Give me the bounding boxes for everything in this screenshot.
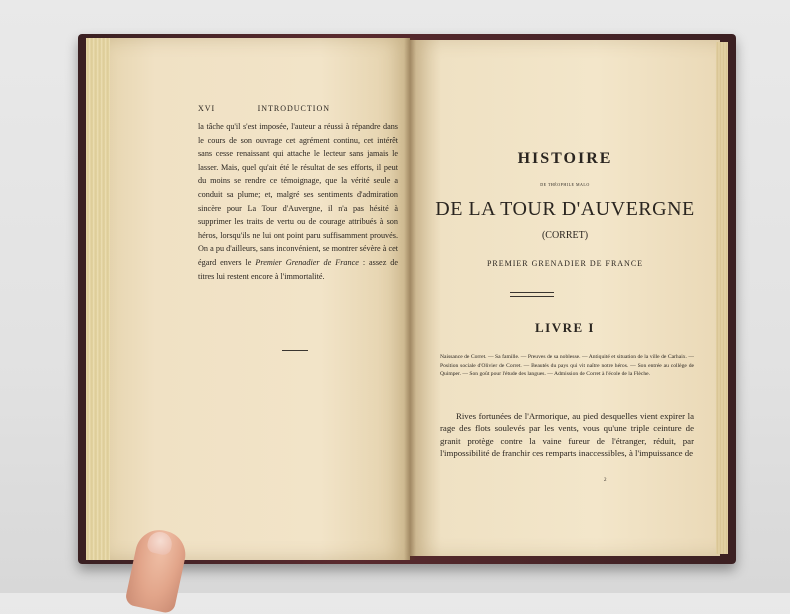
book-gutter — [404, 38, 416, 560]
right-page — [410, 40, 720, 556]
title-grenadier: PREMIER GRENADIER DE FRANCE — [486, 259, 644, 268]
italic-title: Premier Grenadier de France — [255, 257, 359, 267]
title-author-line: DE THÉOPHILE MALO — [540, 182, 590, 187]
signature-mark: 2 — [604, 478, 607, 483]
left-paragraph: la tâche qu'il s'est imposée, l'auteur a réussi à répandre dans le cours de son ouvrage cet agrément continu, cet intérêt sans cesse renaissant qui attache le lecteur sans jamais le lasser. Mais, quel qu'ait été le résultat de ses efforts, il peut du moins se rendre ce témoignage, que la vérité seule a conduit sa plume; et, malgré ses sentiments d'admiration sincère pour La Tour d'Auvergne, il n'a pas hésité à supprimer les traits de vertu ou de courage attribués à son héros, lorsqu'ils ne lui ont point paru suffisamment prouvés. On a pu d'ailleurs, sans inconvénient, se montrer sévère à cet égard envers le — [198, 122, 398, 267]
left-paragraph-end: : assez de titres lui restent encore à l'immortalité. — [198, 257, 399, 281]
end-rule — [282, 350, 308, 351]
right-page-body: Rives fortunées de l'Armorique, au pied desquelles vient expirer la rage des flots soulevés par les vents, vous qu'une triple ceinture de granit protège contre la vaine fureur de l'étranger, réduit, par l'impossibilité de franchir ces remparts inaccessibles, à l'impuissance de — [440, 411, 694, 459]
ornament-rule — [510, 292, 554, 297]
left-page — [110, 38, 410, 560]
title-main: DE LA TOUR D'AUVERGNE — [435, 198, 695, 220]
title-histoire: HISTOIRE — [517, 150, 613, 167]
left-page-text — [198, 120, 398, 283]
right-page-edges — [716, 42, 728, 554]
chapter-heading: LIVRE I — [535, 320, 595, 335]
running-head-title: INTRODUCTION — [257, 104, 330, 113]
chapter-summary: Naissance de Corret. — Sa famille. — Preuves de sa noblesse. — Antiquité et situation de la ville de Carhaix. — Position sociale d'Olivier de Corret. — Beautés du pays qui vit naître notre héros. — Son entrée au collège de Quimper. — Son goût pour l'étude des langues. — Admission de Corret à l'école de la Flèche. — [440, 354, 694, 378]
running-head — [198, 104, 398, 113]
folio-number: XVI — [198, 104, 216, 113]
title-subtitle: (CORRET) — [541, 230, 589, 241]
